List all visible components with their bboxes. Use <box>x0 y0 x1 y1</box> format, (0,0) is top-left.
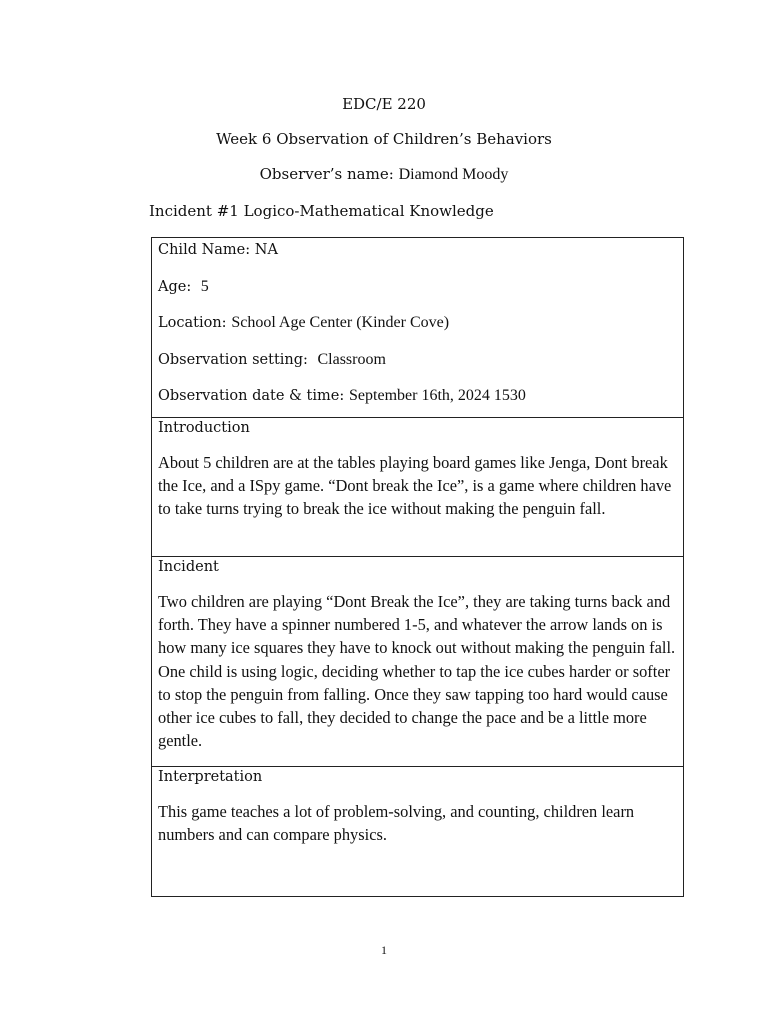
location-value: School Age Center (Kinder Cove) <box>231 314 450 331</box>
age-label: Age: <box>158 278 192 295</box>
observer-line <box>0 164 768 185</box>
location-label: Location: <box>158 315 227 331</box>
setting-row <box>158 348 677 385</box>
incident-heading: Incident #1 Logico-Mathematical Knowledge <box>149 202 494 220</box>
datetime-value: September 16th, 2024 1530 <box>349 387 526 404</box>
datetime-label: Observation date & time: <box>158 388 345 404</box>
document-title: Week 6 Observation of Children’s Behaviors <box>216 130 552 148</box>
page-number: 1 <box>381 943 387 957</box>
age-value: 5 <box>200 277 209 295</box>
age-row <box>158 275 677 312</box>
setting-value: Classroom <box>317 350 386 368</box>
incident-cell <box>152 556 683 766</box>
course-code: EDC/E 220 <box>342 95 426 113</box>
setting-label: Observation setting: <box>158 351 308 368</box>
child-info-cell <box>152 238 683 417</box>
child-name-label: Child Name: NA <box>158 242 278 258</box>
observer-name: Diamond Moody <box>398 166 509 183</box>
incident-body: Two children are playing “Dont Break the Ice”, they are taking turns back and forth. They have a spinner numbered 1-5, and whatever the arrow lands on is how many ice squares they have to knock out without making the penguin fall. One child is using logic, deciding whether to tap the ice cubes harder or softer to stop the penguin from falling. Once they saw tapping too hard would cause other ice cubes to fall, they decided to change the pace and be a little more gentle. <box>158 592 676 751</box>
child-name-row <box>158 238 677 275</box>
datetime-row <box>158 384 677 421</box>
observer-label: Observer’s name: <box>259 165 394 183</box>
interpretation-body: This game teaches a lot of problem-solving, and counting, children learn numbers and can compare physics. <box>158 802 635 845</box>
interpretation-title: Interpretation <box>158 769 263 785</box>
location-row <box>158 311 677 348</box>
incident-title: Incident <box>158 559 219 575</box>
introduction-body: About 5 children are at the tables playing board games like Jenga, Dont break the Ice, and a ISpy game. “Dont break the Ice”, is a game where children have to take turns trying to break the ice without making the penguin fall. <box>158 453 672 519</box>
interpretation-cell <box>152 766 683 896</box>
introduction-title: Introduction <box>158 420 250 436</box>
observation-table <box>151 237 684 897</box>
introduction-cell <box>152 417 683 556</box>
